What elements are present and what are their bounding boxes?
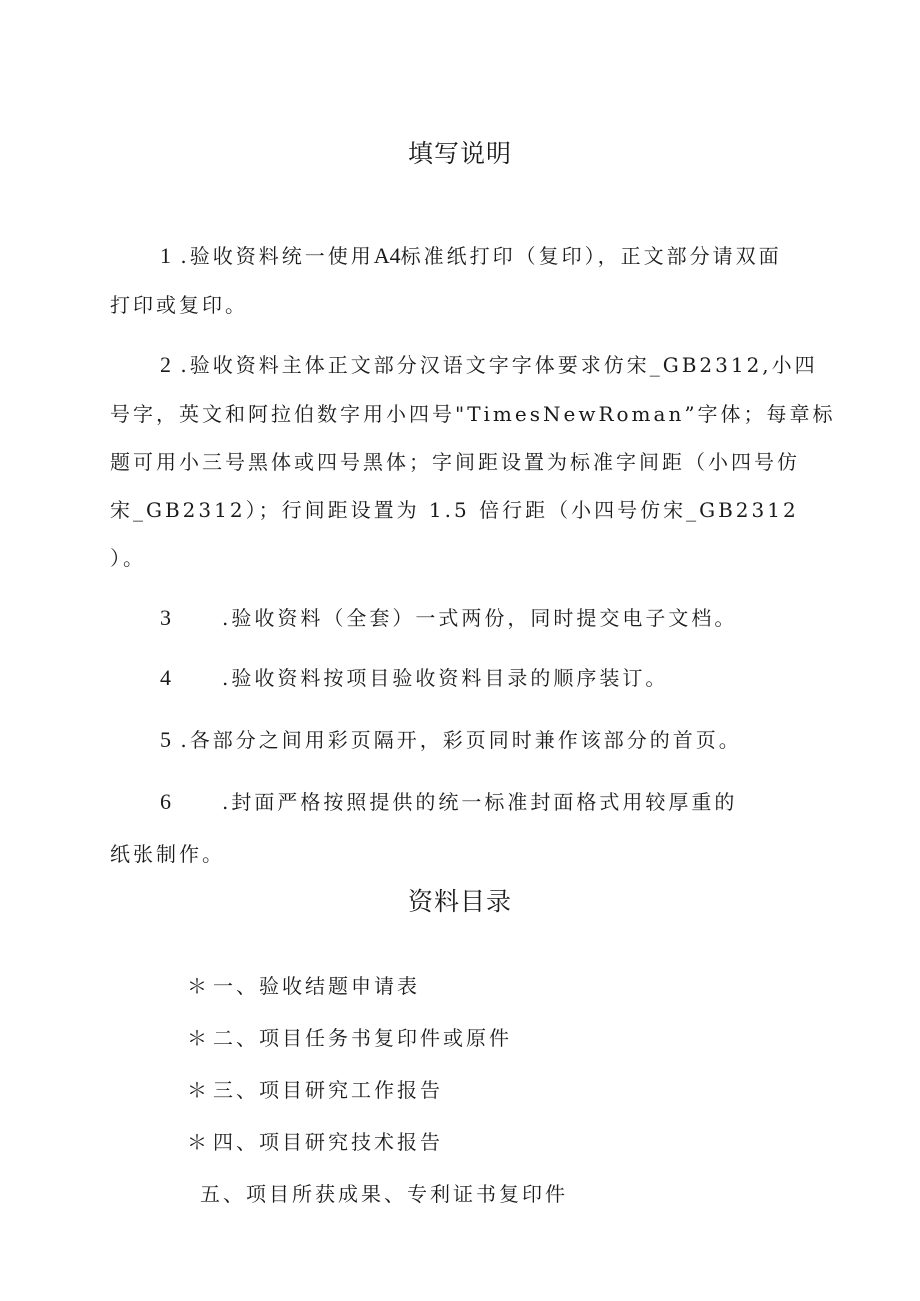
instruction-item-2-line-3: 题可用小三号黑体或四号黑体；字间距设置为标准字间距（小四号仿 <box>110 450 800 474</box>
item-text: .验收资料统一使用 <box>180 244 374 268</box>
star-icon: ＊ <box>187 1078 210 1102</box>
instruction-item-6-line-2: 纸张制作。 <box>110 842 225 866</box>
instruction-item-4 <box>160 664 668 692</box>
item-number: 3 <box>160 605 171 630</box>
catalog-item-label: 一、验收结题申请表 <box>213 974 420 998</box>
item-text: .验收资料（全套）一式两份，同时提交电子文档。 <box>222 606 738 630</box>
instruction-item-1-line-1 <box>160 242 782 270</box>
catalog-item-4 <box>187 1128 443 1156</box>
instruction-item-1-line-2: 打印或复印。 <box>110 293 248 317</box>
catalog-item-2 <box>187 1024 512 1052</box>
catalog-item-5: 五、项目所获成果、专利证书复印件 <box>200 1182 568 1206</box>
item-number: 5 <box>160 727 171 752</box>
catalog-title: 资料目录 <box>407 887 512 916</box>
instruction-item-2-line-5: ）。 <box>110 546 146 570</box>
item-number: 4 <box>160 665 171 690</box>
instruction-item-3 <box>160 604 737 632</box>
instruction-item-5 <box>160 726 742 754</box>
star-icon: ＊ <box>187 1026 210 1050</box>
instruction-item-2-line-2: 号字，英文和阿拉伯数字用小四号"TimesNewRoman”字体；每章标 <box>110 402 836 426</box>
item-number: 1 <box>160 243 171 268</box>
item-text: .封面严格按照提供的统一标准封面格式用较厚重的 <box>222 790 738 814</box>
item-number: 2 <box>160 352 171 377</box>
star-icon: ＊ <box>187 1130 210 1154</box>
item-text: .各部分之间用彩页隔开，彩页同时兼作该部分的首页。 <box>180 728 742 752</box>
instruction-item-2-line-1 <box>160 351 818 379</box>
catalog-item-label: 三、项目研究工作报告 <box>213 1078 443 1102</box>
item-text-latin: A4 <box>373 243 401 268</box>
instructions-title: 填写说明 <box>407 139 512 168</box>
catalog-item-3 <box>187 1076 443 1104</box>
star-icon: ＊ <box>187 974 210 998</box>
catalog-item-label: 四、项目研究技术报告 <box>213 1130 443 1154</box>
instruction-item-6-line-1 <box>160 788 737 816</box>
item-text: 标准纸打印（复印），正文部分请双面 <box>400 244 782 268</box>
instruction-item-2-line-4: 宋_GB2312）；行间距设置为 1.5 倍行距（小四号仿宋_GB2312 <box>110 498 799 522</box>
catalog-item-1 <box>187 972 420 1000</box>
item-text: .验收资料按项目验收资料目录的顺序装订。 <box>222 666 669 690</box>
item-number: 6 <box>160 789 171 814</box>
item-text: .验收资料主体正文部分汉语文字字体要求仿宋_GB2312,小四 <box>180 353 818 377</box>
catalog-item-label: 二、项目任务书复印件或原件 <box>213 1026 512 1050</box>
